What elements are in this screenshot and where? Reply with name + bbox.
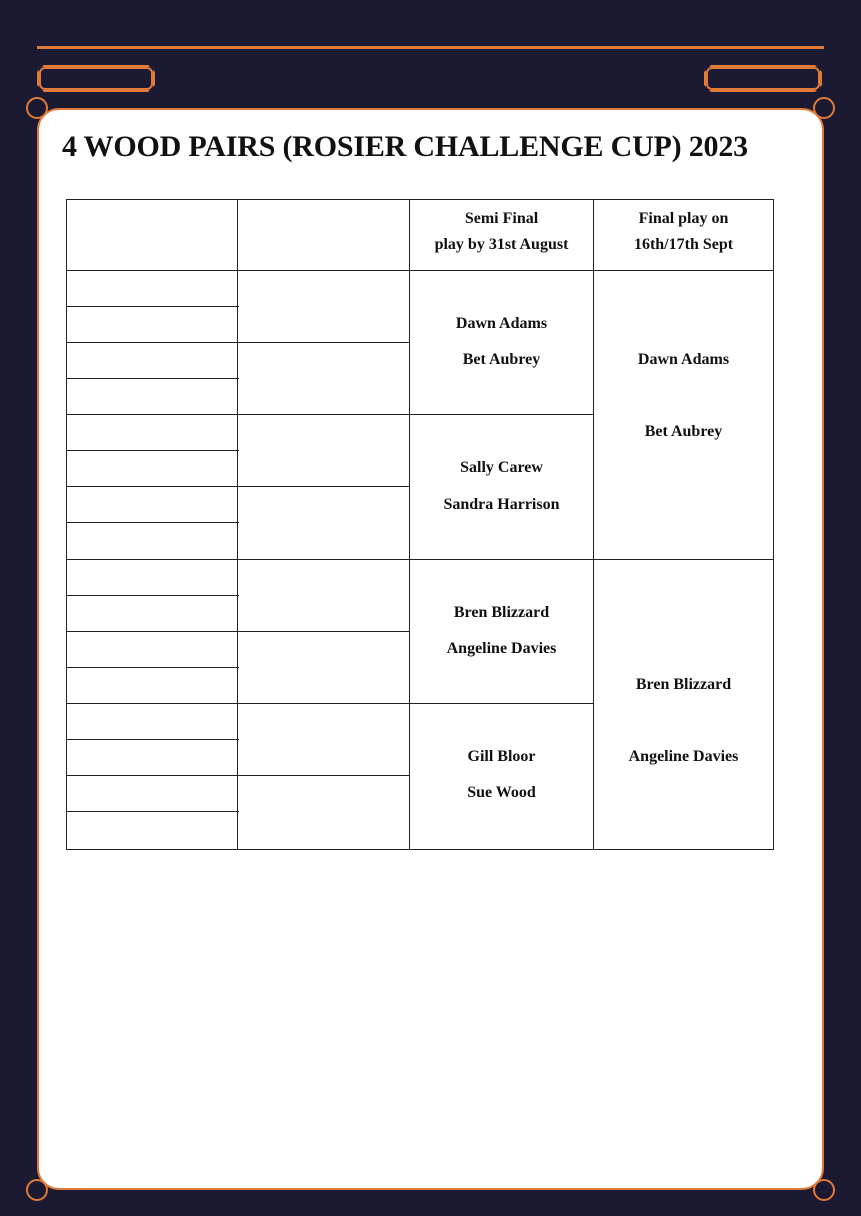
semi-3-player-1: Bren Blizzard	[453, 604, 550, 621]
left-decorative-tab	[37, 65, 155, 92]
final-header: Final play on 16th/17th Sept	[633, 210, 734, 253]
tournament-bracket	[66, 199, 774, 850]
semi-3-player-2: Angeline Davies	[446, 640, 557, 657]
semi-1-player-1: Dawn Adams	[455, 315, 548, 332]
final-1-player-1: Dawn Adams	[637, 351, 730, 368]
semi-4-player-1: Gill Bloor	[467, 748, 536, 765]
right-decorative-tab	[704, 65, 822, 92]
final-1-player-2: Bet Aubrey	[644, 423, 723, 440]
final-2-player-1: Bren Blizzard	[635, 676, 732, 693]
semi-4-player-2: Sue Wood	[467, 784, 536, 801]
page-title: 4 WOOD PAIRS (ROSIER CHALLENGE CUP) 2023	[62, 130, 748, 163]
semi-1-player-2: Bet Aubrey	[462, 351, 541, 368]
semi-2-player-2: Sandra Harrison	[443, 496, 560, 513]
top-decorative-rule	[37, 46, 824, 49]
semi-final-header: Semi Final play by 31st August	[434, 210, 569, 253]
semi-2-player-1: Sally Carew	[460, 459, 543, 476]
final-2-player-2: Angeline Davies	[628, 748, 739, 765]
